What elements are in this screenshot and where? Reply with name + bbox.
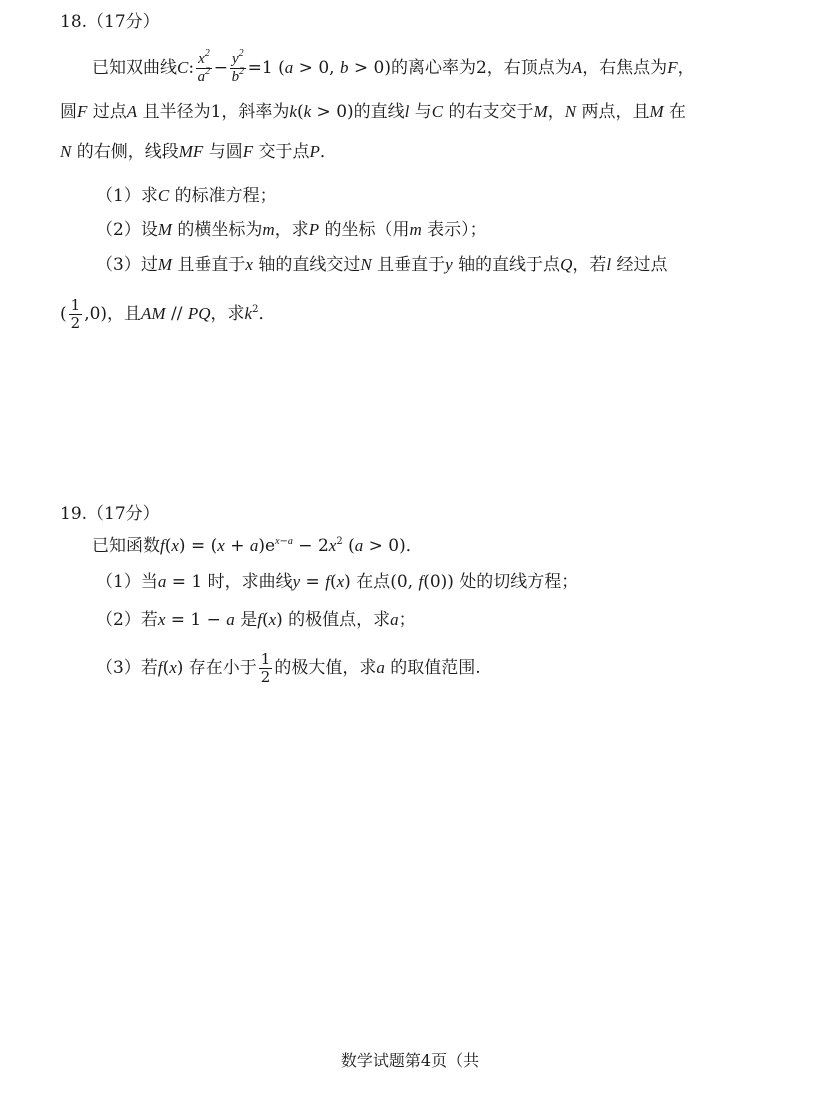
q18-line-1: 已知双曲线C: $\frac{x^2}{a^2}$ − $\frac{y^2}{b^2}$ =1 (a > 0, b > 0)的离心率为2，右顶点为A，右焦点为F， (92, 48, 695, 85)
q18-line-2: 圆F 过点A 且半径为1，斜率为k(k > 0)的直线l 与C 的右支交于M，N 两点，且M 在 (60, 102, 687, 122)
q19-header: 19.（17分） (60, 504, 160, 524)
q18-line-3: N 的右侧，线段MF 与圆F 交于点P． (60, 142, 337, 162)
q18-part-2: （2）设M 的横坐标为m，求P 的坐标（用m 表示）； (96, 220, 487, 240)
q18-header: 18.（17分） (60, 12, 160, 32)
q19-line-1: 已知函数$f(x) = (x + a)e^{x-a} - 2x^2$ (a > 0)． (92, 536, 423, 556)
q19-part-3: （3）若f(x) 存在小于 $\frac{1}{2}$ 的极大值，求a 的取值范围. (96, 650, 481, 686)
q19-part-1: （1）当a = 1 时，求曲线y = f(x) 在点(0, f(0)) 处的切线方程； (96, 572, 579, 592)
q19-part-2: （2）若x = 1 − a 是f(x) 的极值点，求a； (96, 610, 416, 630)
page-footer: 数学试题第4页（共 (340, 1051, 480, 1070)
q18-part-3: （3）过M 且垂直于x 轴的直线交过N 且垂直于y 轴的直线于点Q，若l 经过点 (96, 255, 668, 275)
q18-part-3-cont: ( $\frac{1}{2}$ ,0)，且AM // PQ，求$k^2$． (60, 296, 276, 332)
q18-part-1: （1）求C 的标准方程； (96, 186, 277, 206)
